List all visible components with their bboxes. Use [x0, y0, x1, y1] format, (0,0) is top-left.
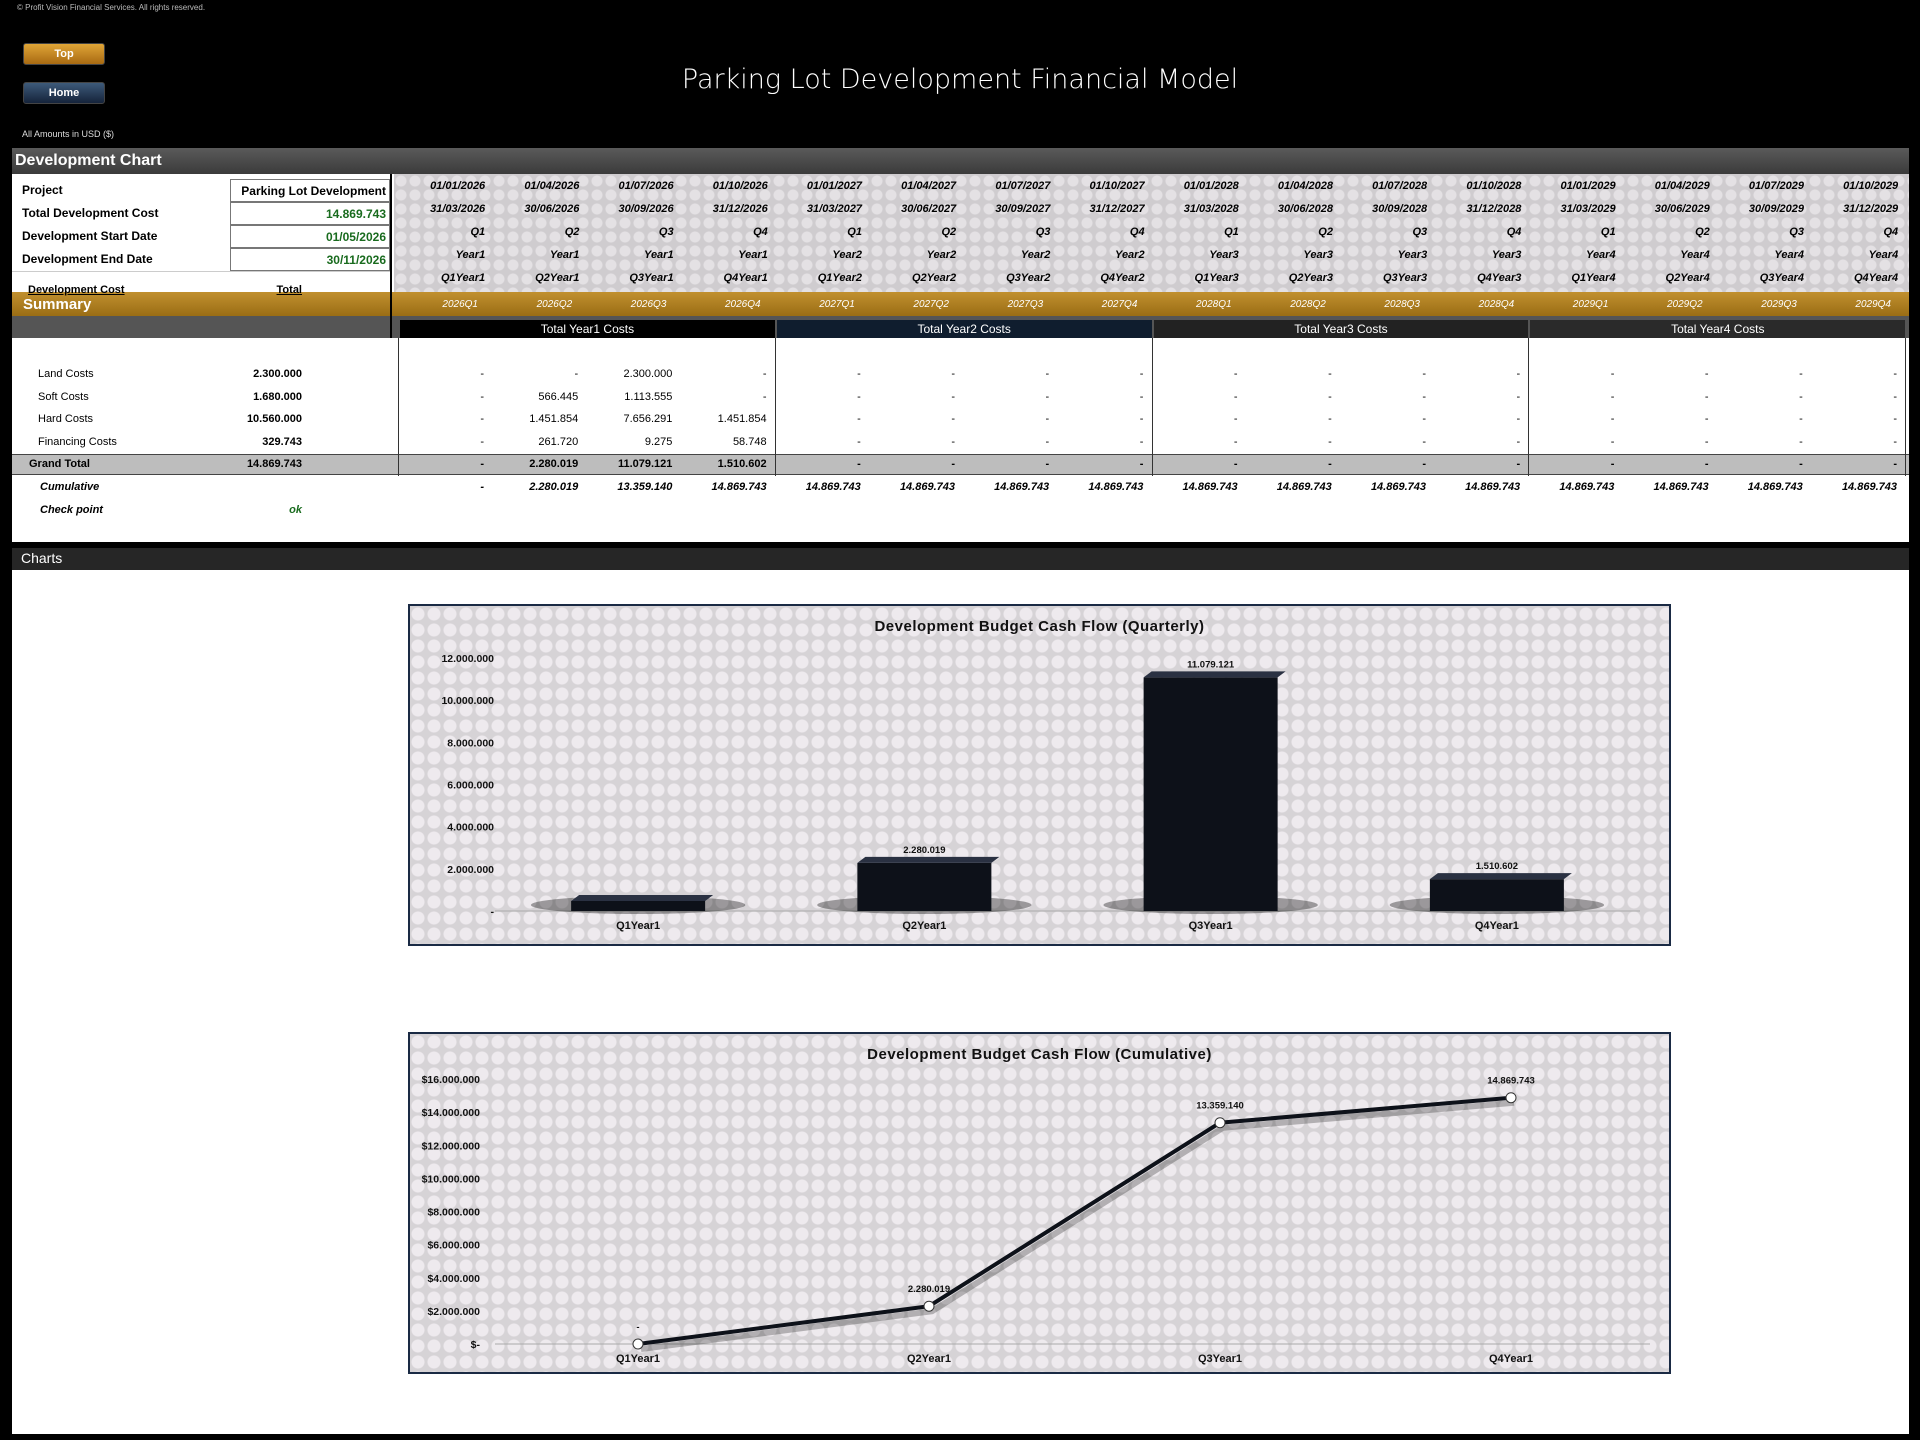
period-start-cell: 01/01/2029	[1560, 180, 1616, 192]
y-tick-label: $12.000.000	[421, 1140, 480, 1153]
cost-cell: -	[1516, 435, 1521, 448]
period-qy-cell: Q2Year4	[1665, 272, 1710, 284]
cost-cell: -	[1704, 368, 1709, 380]
summary-quarter-code: 2028Q4	[1478, 299, 1515, 310]
period-year-cell: Year3	[1491, 249, 1522, 261]
cost-cell: -	[1893, 368, 1897, 380]
cumulative-cell: 14.869.743	[1182, 481, 1238, 493]
cost-row-label: Financing Costs	[38, 435, 117, 448]
quarterly-chart-title: Development Budget Cash Flow (Quarterly)	[874, 618, 1205, 635]
y-tick-label: 8.000.000	[447, 737, 494, 750]
period-start-cell: 01/10/2027	[1089, 180, 1145, 192]
grand-total-cell: -	[1610, 458, 1615, 470]
development-cost-header: Development Cost	[28, 284, 125, 296]
copyright-text: © Profit Vision Financial Services. All rights reserved.	[17, 3, 206, 12]
info-spacer	[12, 271, 390, 292]
cost-cell: -	[857, 413, 861, 425]
period-end-cell: 31/12/2029	[1843, 203, 1899, 215]
page-title: Parking Lot Development Financial Model	[681, 64, 1239, 95]
cost-cell: 566.445	[538, 390, 579, 403]
cost-row-total: 1.680.000	[253, 390, 302, 403]
cost-cell: -	[1422, 435, 1426, 448]
period-end-cell: 30/09/2026	[618, 203, 674, 215]
y-tick-label: $10.000.000	[421, 1173, 480, 1186]
cost-cell: -	[1422, 390, 1426, 403]
period-year-cell: Year4	[1586, 249, 1616, 261]
year-divider	[1528, 338, 1529, 476]
period-end-cell: 30/06/2027	[901, 203, 957, 215]
info-value: 14.869.743	[230, 202, 390, 225]
y-tick-label: $-	[470, 1339, 480, 1351]
total-column-header: Total	[276, 284, 302, 296]
info-row-2	[12, 225, 390, 248]
data-point	[633, 1339, 643, 1349]
period-q-cell: Q1	[470, 226, 486, 238]
cumulative-cell: 2.280.019	[529, 481, 579, 493]
cost-cell: 9.275	[644, 435, 673, 448]
info-value: 30/11/2026	[230, 248, 390, 271]
cost-cell: -	[1422, 413, 1426, 425]
period-start-cell: 01/07/2028	[1372, 180, 1428, 192]
period-qy-cell: Q4Year1	[723, 272, 768, 284]
development-chart-header: Development Chart	[12, 148, 1909, 174]
summary-quarter-code: 2028Q1	[1196, 299, 1232, 310]
cumulative-cell: 14.869.743	[1088, 481, 1144, 493]
info-value: Parking Lot Development	[230, 179, 390, 202]
period-q-cell: Q4	[1506, 226, 1522, 238]
period-end-cell: 31/03/2028	[1183, 203, 1239, 215]
cost-cell: -	[762, 390, 767, 403]
cost-cell: -	[1328, 390, 1332, 403]
summary-quarter-code: 2028Q2	[1290, 299, 1326, 310]
period-end-cell: 31/12/2028	[1466, 203, 1522, 215]
cost-cell: -	[1328, 368, 1332, 380]
period-qy-cell: Q3Year2	[1006, 272, 1051, 284]
period-qy-cell: Q1Year1	[440, 272, 486, 284]
cost-cell: -	[1799, 390, 1803, 403]
grand-total-cell: 1.510.602	[717, 458, 767, 470]
cost-cell: -	[1610, 368, 1615, 380]
cost-cell: 261.720	[538, 435, 579, 448]
period-end-cell: 31/03/2027	[806, 203, 862, 215]
summary-quarter-code: 2027Q3	[1007, 299, 1044, 310]
period-header	[394, 174, 1909, 292]
info-label: Project	[22, 183, 63, 197]
year-total-label: Total Year4 Costs	[1530, 320, 1905, 338]
checkpoint-value: ok	[289, 504, 302, 516]
year-total-label: Total Year1 Costs	[400, 320, 775, 338]
header-divider	[390, 174, 392, 338]
quarterly-chart	[408, 604, 1671, 946]
cost-cell: -	[1045, 368, 1050, 380]
cost-cell: -	[1799, 435, 1803, 448]
cost-cell: -	[951, 390, 955, 403]
period-end-cell: 30/09/2029	[1748, 203, 1804, 215]
cumulative-cell: 14.869.743	[1465, 481, 1521, 493]
cost-cell: -	[762, 368, 767, 380]
period-q-cell: Q2	[941, 226, 957, 238]
cumulative-line-plot	[410, 1034, 1669, 1372]
year-divider	[1905, 338, 1906, 476]
grand-total-cell: -	[1139, 458, 1144, 470]
cumulative-cell: 14.869.743	[711, 481, 767, 493]
x-tick-label: Q2Year1	[906, 1353, 952, 1365]
development-sheet	[12, 174, 1909, 542]
period-start-cell: 01/04/2026	[524, 180, 580, 192]
cost-cell: -	[480, 368, 484, 380]
cost-cell: -	[1233, 368, 1238, 380]
grand-total-cell: -	[1516, 458, 1521, 470]
bar-top	[1144, 671, 1286, 677]
cumulative-cell: 14.869.743	[1653, 481, 1709, 493]
period-qy-cell: Q1Year2	[817, 272, 862, 284]
y-tick-label: 4.000.000	[447, 821, 494, 834]
cost-cell: -	[1328, 413, 1332, 425]
home-button[interactable]: Home	[23, 82, 105, 104]
period-q-cell: Q1	[1600, 226, 1616, 238]
cost-cell: -	[1893, 390, 1897, 403]
x-tick-label: Q1Year1	[616, 920, 661, 932]
cost-cell: -	[857, 435, 861, 448]
cost-cell: -	[1799, 413, 1803, 425]
summary-quarter-code: 2029Q2	[1667, 299, 1703, 310]
cost-row-label: Soft Costs	[38, 390, 89, 403]
summary-quarter-code: 2029Q4	[1855, 299, 1891, 310]
period-qy-cell: Q2Year3	[1288, 272, 1333, 284]
summary-quarter-code: 2026Q2	[536, 299, 573, 310]
point-data-label: 13.359.140	[1196, 1100, 1244, 1112]
point-data-label: 2.280.019	[907, 1284, 951, 1296]
bar	[1430, 879, 1564, 911]
grand-total-cell: -	[480, 458, 484, 470]
period-qy-cell: Q2Year2	[911, 272, 957, 284]
info-label: Total Development Cost	[22, 206, 159, 220]
period-start-cell: 01/07/2029	[1748, 180, 1804, 192]
y-tick-label: $4.000.000	[427, 1272, 480, 1285]
grand-total-cell: -	[951, 458, 955, 470]
grand-total-cell: -	[1799, 458, 1803, 470]
cost-cell: -	[1139, 390, 1144, 403]
point-data-label: -	[636, 1322, 640, 1333]
period-end-cell: 31/12/2027	[1089, 203, 1145, 215]
period-qy-cell: Q3Year4	[1759, 272, 1804, 284]
period-qy-cell: Q3Year3	[1382, 272, 1428, 284]
summary-quarter-code: 2027Q4	[1101, 299, 1138, 310]
period-qy-cell: Q4Year4	[1853, 272, 1899, 284]
info-row-0	[12, 179, 390, 202]
cost-cell: -	[1516, 390, 1521, 403]
y-tick-label: 10.000.000	[441, 695, 494, 708]
period-year-cell: Year2	[926, 249, 957, 261]
info-value: 01/05/2026	[230, 225, 390, 248]
period-start-cell: 01/10/2029	[1843, 180, 1899, 192]
cost-cell: -	[1139, 368, 1144, 380]
cost-cell: -	[1233, 413, 1238, 425]
cost-row-label: Hard Costs	[38, 413, 94, 425]
year-divider	[398, 338, 399, 476]
year-divider	[1152, 338, 1153, 476]
cost-cell: 1.113.555	[624, 390, 673, 403]
currency-note: All Amounts in USD ($)	[22, 129, 115, 139]
y-tick-label: $16.000.000	[421, 1074, 480, 1086]
x-tick-label: Q4Year1	[1488, 1353, 1534, 1365]
bar-data-label: 11.079.121	[1187, 659, 1235, 671]
cost-cell: -	[951, 413, 955, 425]
cost-cell: -	[1045, 390, 1050, 403]
cost-row-label: Land Costs	[38, 368, 94, 380]
cost-cell: -	[1610, 413, 1615, 425]
cost-cell: -	[857, 368, 861, 380]
x-tick-label: Q4Year1	[1474, 920, 1519, 932]
cost-cell: -	[1422, 368, 1426, 380]
period-year-cell: Year2	[1115, 249, 1145, 261]
x-tick-label: Q2Year1	[902, 920, 947, 932]
charts-section-header: Charts	[12, 548, 1909, 570]
cumulative-cell: -	[480, 481, 484, 493]
cumulative-chart-title: Development Budget Cash Flow (Cumulative)	[867, 1046, 1212, 1063]
y-tick-label: 2.000.000	[447, 863, 494, 876]
cost-cell: 1.451.854	[529, 413, 579, 425]
summary-quarter-code: 2027Q1	[819, 299, 855, 310]
bar-data-label: 2.280.019	[903, 844, 946, 856]
cumulative-cell: 14.869.743	[1747, 481, 1803, 493]
quarterly-bar-plot	[410, 606, 1669, 944]
period-start-cell: 01/04/2027	[901, 180, 957, 192]
cost-cell: -	[574, 368, 579, 380]
period-start-cell: 01/04/2029	[1654, 180, 1710, 192]
y-tick-label: 12.000.000	[441, 653, 494, 665]
x-tick-label: Q3Year1	[1188, 920, 1233, 932]
period-q-cell: Q3	[1789, 226, 1804, 238]
cost-row-total: 2.300.000	[253, 368, 302, 380]
bar	[857, 863, 991, 911]
period-year-cell: Year4	[1868, 249, 1899, 261]
cost-cell: -	[480, 435, 484, 448]
period-year-cell: Year1	[644, 249, 674, 261]
y-tick-label: 6.000.000	[447, 779, 494, 792]
period-q-cell: Q2	[1695, 226, 1710, 238]
cumulative-cell: 14.869.743	[1370, 481, 1426, 493]
cost-cell: -	[1516, 368, 1521, 380]
point-data-label: 14.869.743	[1487, 1075, 1535, 1087]
cost-cell: -	[1893, 435, 1897, 448]
grand-total-cell: -	[1328, 458, 1332, 470]
cost-cell: -	[1045, 413, 1050, 425]
period-qy-cell: Q3Year1	[629, 272, 674, 284]
cost-cell: -	[1139, 413, 1144, 425]
summary-label: Summary	[23, 296, 92, 313]
period-end-cell: 30/06/2029	[1654, 203, 1710, 215]
y-tick-label: $2.000.000	[427, 1305, 480, 1318]
data-point	[1506, 1093, 1516, 1103]
cost-cell: -	[1704, 413, 1709, 425]
cost-cell: -	[1610, 435, 1615, 448]
cost-row-total: 329.743	[262, 435, 302, 448]
summary-quarter-code: 2029Q3	[1761, 299, 1797, 310]
period-q-cell: Q3	[658, 226, 674, 238]
period-year-cell: Year1	[738, 249, 768, 261]
summary-quarter-code: 2027Q2	[913, 299, 949, 310]
cumulative-cell: 14.869.743	[1559, 481, 1615, 493]
period-year-cell: Year3	[1303, 249, 1333, 261]
period-year-cell: Year3	[1397, 249, 1428, 261]
summary-quarter-code: 2029Q1	[1572, 299, 1609, 310]
cost-cell: 1.451.854	[717, 413, 767, 425]
bar	[1144, 677, 1278, 911]
cumulative-cell: 13.359.140	[617, 481, 673, 493]
grand-total-cell: -	[1422, 458, 1426, 470]
period-start-cell: 01/04/2028	[1277, 180, 1333, 192]
bar-top	[571, 895, 713, 901]
period-end-cell: 30/06/2028	[1277, 203, 1333, 215]
cost-cell: -	[1139, 435, 1144, 448]
period-q-cell: Q1	[847, 226, 862, 238]
cost-cell: 7.656.291	[623, 413, 673, 425]
period-year-cell: Year2	[832, 249, 862, 261]
period-start-cell: 01/10/2028	[1466, 180, 1522, 192]
cost-cell: -	[1799, 368, 1803, 380]
info-label: Development End Date	[22, 252, 153, 266]
cost-cell: -	[1233, 390, 1238, 403]
y-tick-label: $14.000.000	[421, 1107, 480, 1120]
period-qy-cell: Q4Year2	[1100, 272, 1145, 284]
grand-total-cell: 11.079.121	[617, 458, 673, 470]
period-end-cell: 30/09/2028	[1372, 203, 1428, 215]
period-q-cell: Q2	[1318, 226, 1333, 238]
checkpoint-label: Check point	[40, 504, 103, 516]
cost-row-total: 10.560.000	[246, 413, 302, 425]
bar-top	[857, 857, 999, 863]
cost-cell: -	[1704, 390, 1709, 403]
cumulative-cell: 14.869.743	[899, 481, 955, 493]
cost-cell: -	[1328, 435, 1332, 448]
grand-total-total: 14.869.743	[246, 458, 302, 470]
period-q-cell: Q1	[1224, 226, 1239, 238]
period-start-cell: 01/01/2026	[430, 180, 486, 192]
grand-total-cell: -	[1233, 458, 1238, 470]
x-tick-label: Q3Year1	[1197, 1353, 1243, 1365]
summary-quarter-code: 2026Q4	[725, 299, 761, 310]
period-end-cell: 31/03/2026	[430, 203, 486, 215]
grand-total-cell: -	[1893, 458, 1897, 470]
cumulative-cell: 14.869.743	[805, 481, 861, 493]
year-total-label: Total Year2 Costs	[777, 320, 1152, 338]
data-point	[1215, 1118, 1225, 1128]
period-start-cell: 01/01/2028	[1183, 180, 1239, 192]
y-tick-label: $8.000.000	[427, 1206, 480, 1219]
period-year-cell: Year1	[549, 249, 580, 261]
bar-data-label: 1.510.602	[1475, 861, 1519, 873]
top-button[interactable]: Top	[23, 43, 105, 65]
cost-cell: -	[480, 413, 484, 425]
bar	[571, 901, 705, 911]
period-end-cell: 30/06/2026	[524, 203, 580, 215]
year-divider	[775, 338, 776, 476]
period-year-cell: Year3	[1209, 249, 1239, 261]
grand-total-cell: -	[1045, 458, 1050, 470]
period-q-cell: Q4	[1883, 226, 1899, 238]
charts-area	[12, 570, 1909, 1434]
period-end-cell: 31/12/2026	[712, 203, 768, 215]
cumulative-chart	[408, 1032, 1671, 1374]
period-year-cell: Year4	[1774, 249, 1804, 261]
period-start-cell: 01/10/2026	[712, 180, 768, 192]
period-end-cell: 30/09/2027	[995, 203, 1051, 215]
period-year-cell: Year4	[1680, 249, 1710, 261]
grand-total-cell: 2.280.019	[529, 458, 579, 470]
period-qy-cell: Q1Year3	[1194, 272, 1239, 284]
cost-cell: -	[1233, 435, 1238, 448]
period-q-cell: Q4	[753, 226, 768, 238]
period-start-cell: 01/07/2027	[995, 180, 1051, 192]
cost-cell: -	[1893, 413, 1897, 425]
info-row-1	[12, 202, 390, 225]
grand-total-cell: -	[1704, 458, 1709, 470]
period-start-cell: 01/07/2026	[618, 180, 674, 192]
cost-cell: -	[1045, 435, 1050, 448]
info-row-3	[12, 248, 390, 271]
period-year-cell: Year1	[455, 249, 486, 261]
period-q-cell: Q4	[1129, 226, 1145, 238]
cost-cell: -	[951, 435, 955, 448]
summary-quarter-code: 2026Q3	[630, 299, 667, 310]
cost-cell: -	[951, 368, 955, 380]
x-tick-label: Q1Year1	[615, 1353, 661, 1365]
cost-cell: -	[1610, 390, 1615, 403]
period-end-cell: 31/03/2029	[1560, 203, 1616, 215]
cost-cell: -	[1704, 435, 1709, 448]
y-tick-label: $6.000.000	[427, 1239, 480, 1252]
cost-cell: 58.748	[732, 435, 767, 448]
cost-cell: 2.300.000	[623, 368, 673, 380]
period-q-cell: Q3	[1035, 226, 1051, 238]
year-total-label: Total Year3 Costs	[1154, 320, 1529, 338]
y-tick-label: -	[490, 906, 494, 918]
period-qy-cell: Q2Year1	[535, 272, 580, 284]
period-q-cell: Q2	[564, 226, 580, 238]
info-label: Development Start Date	[22, 229, 158, 243]
summary-quarter-code: 2026Q1	[442, 299, 478, 310]
grand-total-label: Grand Total	[29, 458, 90, 470]
period-qy-cell: Q4Year3	[1477, 272, 1522, 284]
cumulative-label: Cumulative	[40, 481, 100, 493]
period-qy-cell: Q1Year4	[1571, 272, 1616, 284]
period-start-cell: 01/01/2027	[806, 180, 862, 192]
summary-quarter-code: 2028Q3	[1384, 299, 1420, 310]
period-q-cell: Q3	[1412, 226, 1428, 238]
cumulative-cell: 14.869.743	[1841, 481, 1897, 493]
data-point	[924, 1301, 934, 1311]
cumulative-cell: 14.869.743	[994, 481, 1050, 493]
grand-total-cell: -	[857, 458, 861, 470]
cumulative-cell: 14.869.743	[1276, 481, 1332, 493]
cost-cell: -	[480, 390, 484, 403]
cost-cell: -	[1516, 413, 1521, 425]
cost-cell: -	[857, 390, 861, 403]
series-shadow	[641, 1100, 1514, 1349]
period-year-cell: Year2	[1020, 249, 1051, 261]
bar-top	[1430, 873, 1572, 879]
